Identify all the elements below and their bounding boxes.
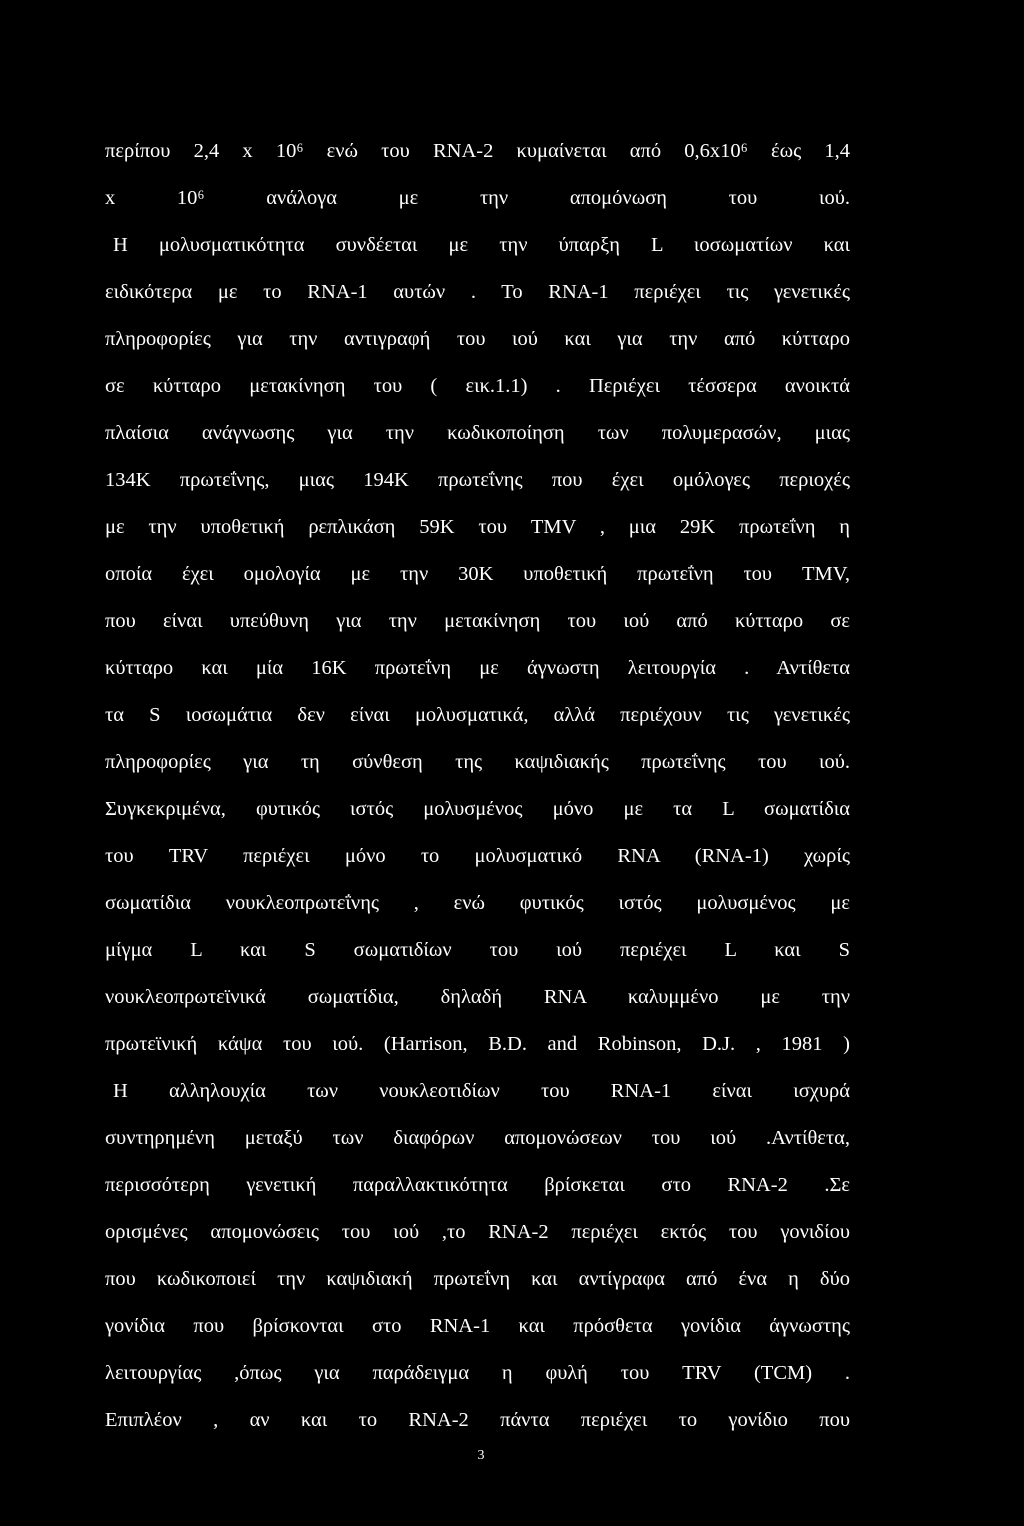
text-line: σε κύτταρο μετακίνηση του ( εικ.1.1) . Περιέχει τέσσερα ανοικτά [105,375,850,397]
text-line: ορισμένες απομονώσεις του ιού ,το RNA-2 περιέχει εκτός του γονιδίου [105,1221,850,1243]
text-line: πληροφορίες για τη σύνθεση της καψιδιακής πρωτεΐνης του ιού. [105,751,850,773]
text-line: περίπου 2,4 x 10⁶ ενώ του RNA-2 κυμαίνεται από 0,6x10⁶ έως 1,4 [105,140,850,162]
text-line: νουκλεοπρωτεϊνικά σωματίδια, δηλαδή RNA καλυμμένο με την [105,986,850,1008]
text-line: οποία έχει ομολογία με την 30K υποθετική πρωτεΐνη του TMV, [105,563,850,585]
text-line: σωματίδια νουκλεοπρωτεΐνης , ενώ φυτικός ιστός μολυσμένος με [105,892,850,914]
text-line: συντηρημένη μεταξύ των διαφόρων απομονώσεων του ιού .Αντίθετα, [105,1127,850,1149]
text-line: πλαίσια ανάγνωσης για την κωδικοποίηση των πολυμερασών, μιας [105,422,850,444]
text-line: με την υποθετική ρεπλικάση 59K του TMV , μια 29K πρωτεΐνη η [105,516,850,538]
text-line: μίγμα L και S σωματιδίων του ιού περιέχει L και S [105,939,850,961]
text-line: Επιπλέον , αν και το RNA-2 πάντα περιέχει το γονίδιο που [105,1409,850,1431]
text-line: πρωτεϊνική κάψα του ιού. (Harrison, B.D. and Robinson, D.J. , 1981 ) [105,1033,850,1055]
text-line: περισσότερη γενετική παραλλακτικότητα βρίσκεται στο RNA-2 .Σε [105,1174,850,1196]
text-line: που είναι υπεύθυνη για την μετακίνηση του ιού από κύτταρο σε [105,610,850,632]
text-line: Συγκεκριμένα, φυτικός ιστός μολυσμένος μόνο με τα L σωματίδια [105,798,850,820]
text-line: που κωδικοποιεί την καψιδιακή πρωτεΐνη και αντίγραφα από ένα η δύο [105,1268,850,1290]
text-line: x 10⁶ ανάλογα με την απομόνωση του ιού. [105,187,850,209]
text-line: 134K πρωτεΐνης, μιας 194K πρωτεΐνης που έχει ομόλογες περιοχές [105,469,850,491]
text-line: γονίδια που βρίσκονται στο RNA-1 και πρόσθετα γονίδια άγνωστης [105,1315,850,1337]
text-line: πληροφορίες για την αντιγραφή του ιού και για την από κύτταρο [105,328,850,350]
text-line: κύτταρο και μία 16K πρωτεΐνη με άγνωστη λειτουργία . Αντίθετα [105,657,850,679]
text-line: λειτουργίας ,όπως για παράδειγμα η φυλή του TRV (TCM) . [105,1362,850,1384]
text-line: ειδικότερα με το RNA-1 αυτών . Το RNA-1 περιέχει τις γενετικές [105,281,850,303]
body-text [105,128,850,1444]
text-line: Η αλληλουχία των νουκλεοτιδίων του RNA-1 είναι ισχυρά [113,1080,850,1102]
text-line: του TRV περιέχει μόνο το μολυσματικό RNA (RNA-1) χωρίς [105,845,850,867]
text-line: Η μολυσματικότητα συνδέεται με την ύπαρξη L ιοσωματίων και [113,234,850,256]
text-line: τα S ιοσωμάτια δεν είναι μολυσματικά, αλλά περιέχουν τις γενετικές [105,704,850,726]
page-number: 3 [477,1448,485,1463]
